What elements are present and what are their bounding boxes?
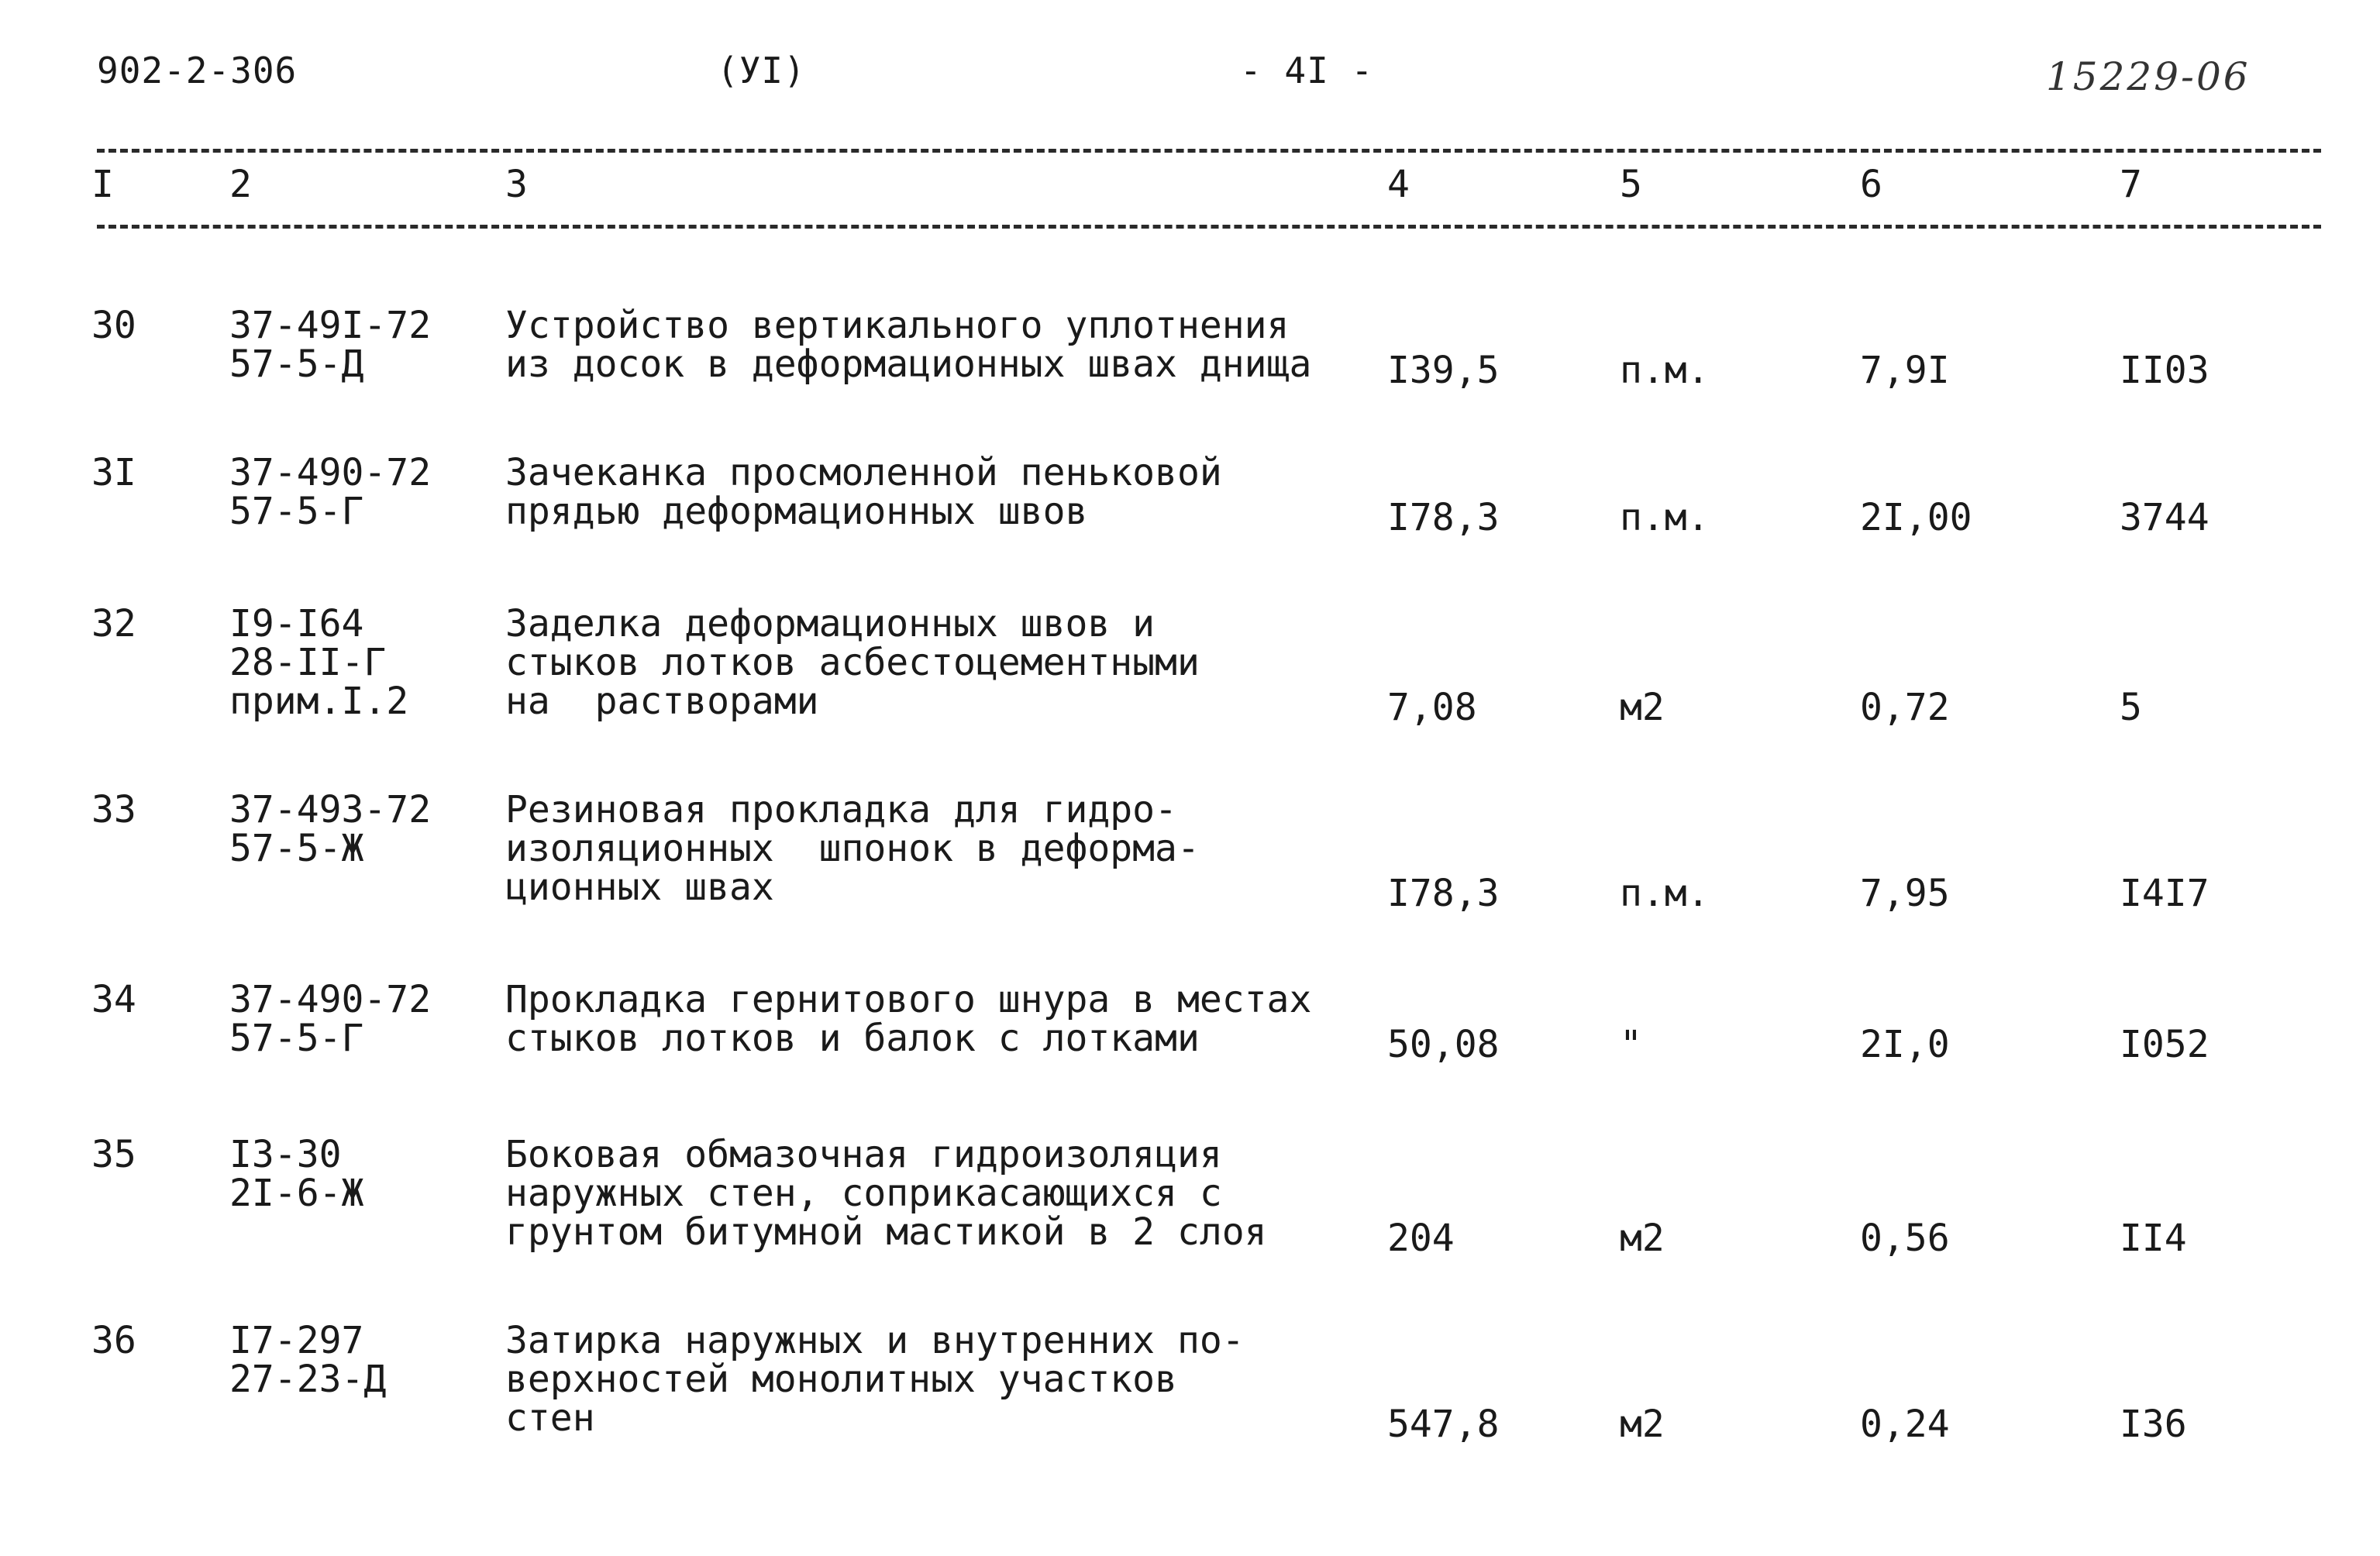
norm-code-line: 28-II-Г <box>229 641 387 684</box>
quantity: I78,3 <box>1387 872 1500 915</box>
total-cost: 3744 <box>2120 496 2210 539</box>
norm-code-line: I3-30 <box>229 1133 342 1176</box>
norm-code-line: 57-5-Г <box>229 1017 364 1060</box>
unit: п.м. <box>1620 872 1710 915</box>
work-description-line: прядью деформационных швов <box>505 490 1088 533</box>
quantity: 50,08 <box>1387 1023 1500 1066</box>
row-number: 34 <box>91 978 136 1021</box>
norm-code-line: 27-23-Д <box>229 1358 387 1401</box>
norm-code-line: прим.I.2 <box>229 680 409 723</box>
unit-price: 0,24 <box>1860 1403 1950 1446</box>
work-description-line: Заделка деформационных швов и <box>505 602 1156 645</box>
norm-code-line: 37-49I-72 <box>229 304 432 347</box>
work-description-line: верхностей монолитных участков <box>505 1358 1177 1401</box>
work-description-line: изоляционных шпонок в деформа- <box>505 827 1200 870</box>
norm-code-line: I9-I64 <box>229 602 364 645</box>
row-number: 35 <box>91 1133 136 1176</box>
norm-code-line: 57-5-Г <box>229 490 364 533</box>
quantity: 204 <box>1387 1217 1455 1260</box>
quantity: I78,3 <box>1387 496 1500 539</box>
norm-code-line: 37-490-72 <box>229 978 432 1021</box>
unit-price: 7,9I <box>1860 349 1950 392</box>
work-description-line: ционных швах <box>505 866 774 909</box>
section-label: (УI) <box>717 50 806 91</box>
column-header-2: 2 <box>229 163 252 206</box>
norm-code-line: 2I-6-Ж <box>229 1172 364 1215</box>
handwritten-registration-number: 15229-06 <box>2046 54 2251 99</box>
work-description-line: Прокладка гернитового шнура в местах <box>505 978 1312 1021</box>
work-description-line: стен <box>505 1396 595 1440</box>
norm-code <box>229 453 431 531</box>
norm-code-line: 57-5-Д <box>229 343 364 386</box>
norm-code-line: 37-493-72 <box>229 788 432 831</box>
unit-price: 0,56 <box>1860 1217 1950 1260</box>
work-description-line: Устройство вертикального уплотнения <box>505 304 1290 347</box>
document-code: 902-2-306 <box>97 50 298 91</box>
unit-price: 2I,0 <box>1860 1023 1950 1066</box>
unit-price: 0,72 <box>1860 686 1950 729</box>
work-description-line: Резиновая прокладка для гидро- <box>505 788 1177 831</box>
unit: м2 <box>1620 1403 1665 1446</box>
work-description-line: стыков лотков и балок с лотками <box>505 1017 1200 1060</box>
norm-code <box>229 306 431 384</box>
work-description-line: стыков лотков асбестоцементными <box>505 641 1200 684</box>
column-header-4: 4 <box>1387 163 1410 206</box>
row-number: 3I <box>91 451 136 494</box>
unit: м2 <box>1620 686 1665 729</box>
column-header-5: 5 <box>1620 163 1642 206</box>
row-number: 33 <box>91 788 136 831</box>
norm-code-line: 37-490-72 <box>229 451 432 494</box>
header-top-rule <box>97 149 2321 153</box>
work-description-line: на растворами <box>505 680 819 723</box>
unit-price: 7,95 <box>1860 872 1950 915</box>
work-description <box>505 604 1200 721</box>
total-cost: I36 <box>2120 1403 2187 1446</box>
row-number: 36 <box>91 1319 136 1362</box>
unit: п.м. <box>1620 496 1710 539</box>
quantity: 547,8 <box>1387 1403 1500 1446</box>
norm-code-line: I7-297 <box>229 1319 364 1362</box>
work-description-line: Затирка наружных и внутренних по- <box>505 1319 1245 1362</box>
work-description <box>505 1133 1267 1254</box>
work-description <box>505 980 1311 1058</box>
work-description <box>505 453 1222 531</box>
norm-code <box>229 980 431 1058</box>
unit: " <box>1620 1023 1642 1066</box>
unit-price: 2I,00 <box>1860 496 1972 539</box>
row-number: 30 <box>91 304 136 347</box>
norm-code <box>229 790 431 868</box>
column-header-3: 3 <box>505 163 528 206</box>
total-cost: 5 <box>2120 686 2142 729</box>
work-description-line: грунтом битумной мастикой в 2 слоя <box>505 1210 1267 1254</box>
quantity: I39,5 <box>1387 349 1500 392</box>
page-number: - 4I - <box>1240 50 1374 91</box>
work-description-line: из досок в деформационных швах днища <box>505 343 1312 386</box>
column-header-6: 6 <box>1860 163 1882 206</box>
header-bottom-rule <box>97 225 2321 229</box>
work-description <box>505 1319 1245 1440</box>
total-cost: I052 <box>2120 1023 2210 1066</box>
norm-code <box>229 1321 386 1399</box>
column-header-7: 7 <box>2120 163 2142 206</box>
work-description-line: наружных стен, соприкасающихся с <box>505 1172 1222 1215</box>
total-cost: II4 <box>2120 1217 2187 1260</box>
work-description <box>505 790 1200 907</box>
unit: м2 <box>1620 1217 1665 1260</box>
norm-code <box>229 604 408 721</box>
norm-code <box>229 1135 363 1213</box>
quantity: 7,08 <box>1387 686 1477 729</box>
work-description <box>505 306 1311 384</box>
total-cost: I4I7 <box>2120 872 2210 915</box>
work-description-line: Боковая обмазочная гидроизоляция <box>505 1133 1222 1176</box>
column-header-1: I <box>91 163 114 206</box>
norm-code-line: 57-5-Ж <box>229 827 364 870</box>
unit: п.м. <box>1620 349 1710 392</box>
total-cost: II03 <box>2120 349 2210 392</box>
work-description-line: Зачеканка просмоленной пеньковой <box>505 451 1222 494</box>
row-number: 32 <box>91 602 136 645</box>
